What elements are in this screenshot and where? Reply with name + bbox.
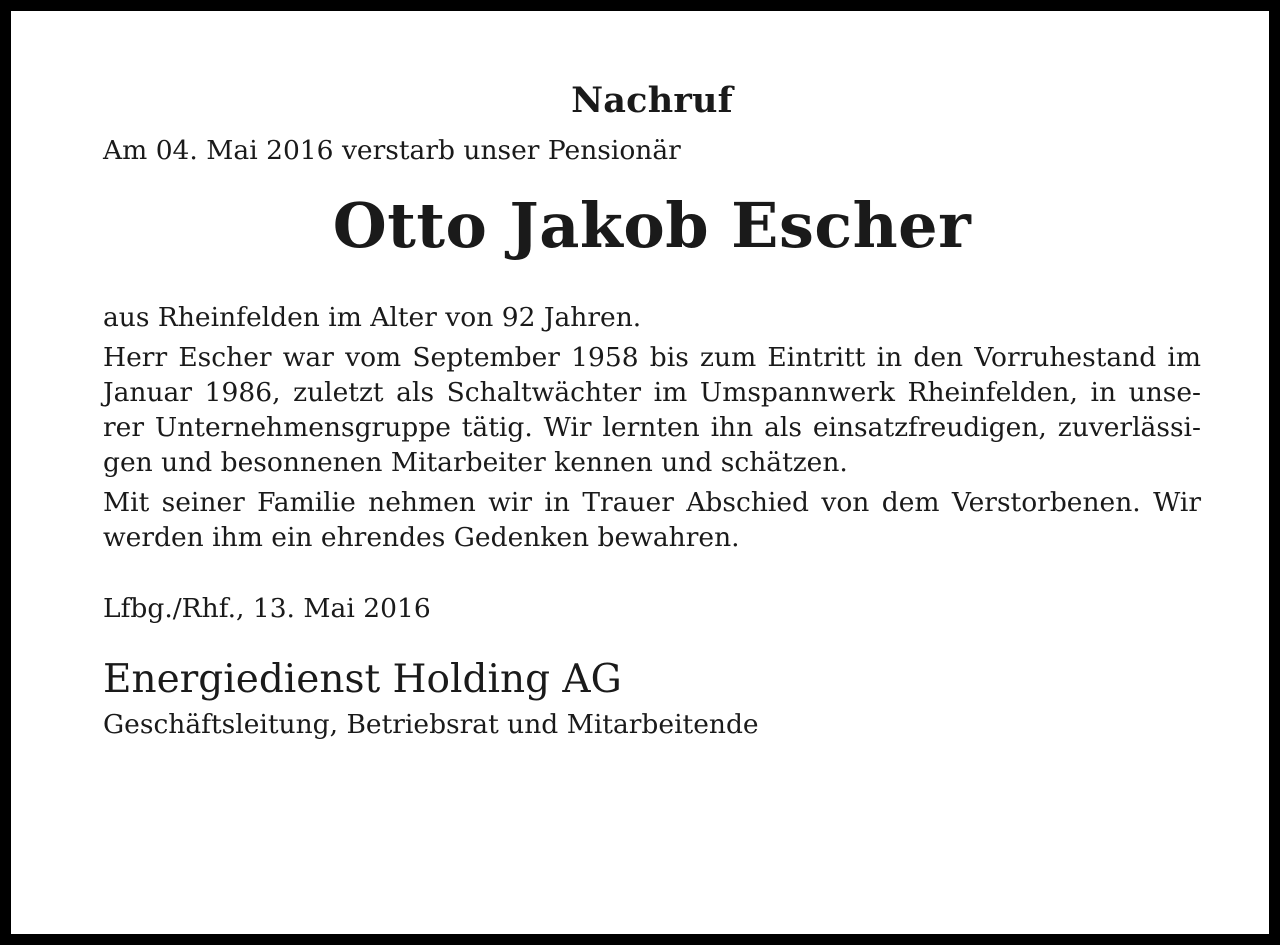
- career-paragraph: [103, 340, 1201, 480]
- company-name: Energiedienst Holding AG: [103, 657, 622, 702]
- age-line: aus Rheinfelden im Alter von 92 Jahren.: [103, 302, 642, 333]
- farewell-line: werden ihm ein ehrendes Gedenken bewahren.: [103, 522, 740, 553]
- place-date: Lfbg./Rhf., 13. Mai 2016: [103, 593, 431, 624]
- career-line: Herr Escher war vom September 1958 bis zum Eintritt in den Vorruhestand im: [103, 342, 1201, 373]
- career-line: gen und besonnenen Mitarbeiter kennen und schätzen.: [103, 447, 848, 478]
- deceased-name: Otto Jakob Escher: [332, 189, 972, 262]
- obituary-heading: Nachruf: [571, 80, 733, 121]
- farewell-line: Mit seiner Familie nehmen wir in Trauer Abschied von dem Verstorbenen. Wir: [103, 487, 1201, 518]
- obituary-content: [103, 79, 1201, 742]
- intro-text: Am 04. Mai 2016 verstarb unser Pensionär: [103, 135, 681, 166]
- career-line: rer Unternehmensgruppe tätig. Wir lernten ihn als einsatzfreudigen, zuverlässi-: [103, 412, 1201, 443]
- farewell-paragraph: [103, 485, 1201, 555]
- career-line: Januar 1986, zuletzt als Schaltwächter im Umspannwerk Rheinfelden, in unse-: [103, 377, 1201, 408]
- company-signatories: Geschäftsleitung, Betriebsrat und Mitarbeitende: [103, 709, 759, 740]
